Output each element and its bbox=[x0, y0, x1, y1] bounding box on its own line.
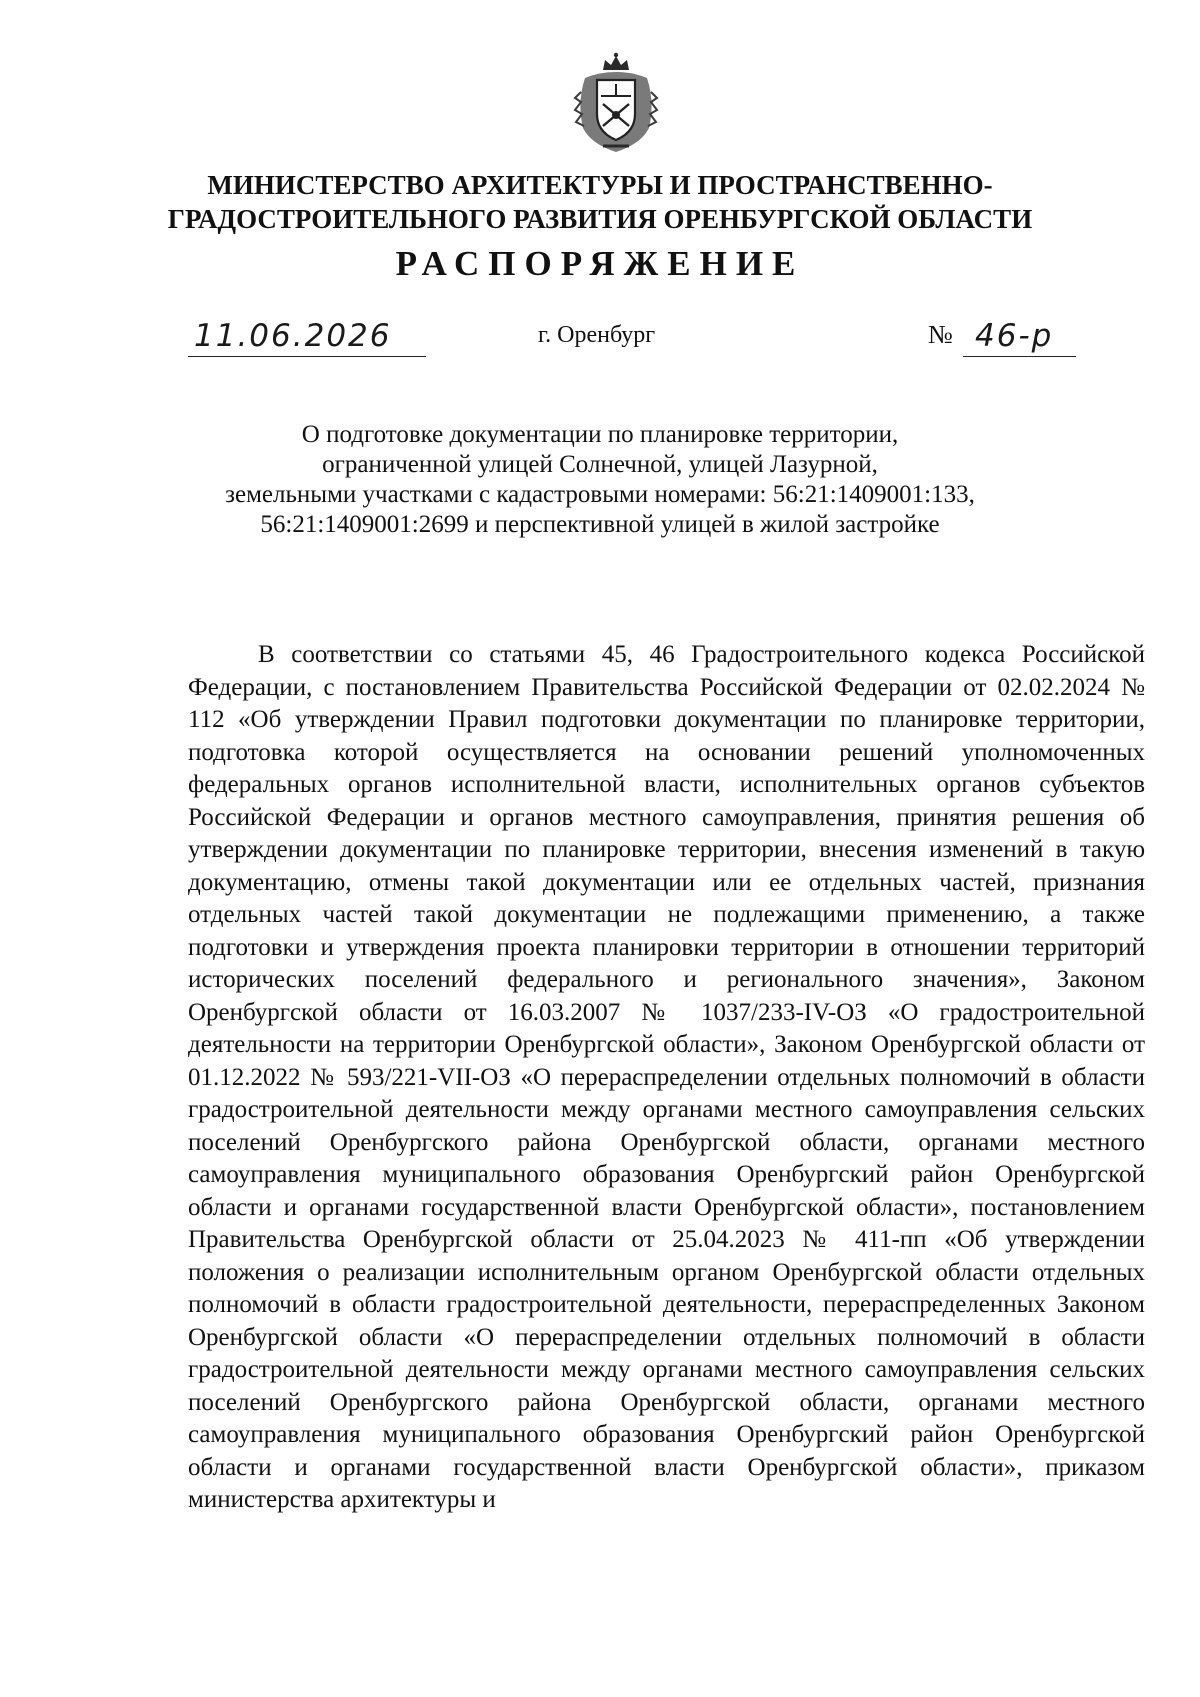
handwritten-date: 11.06.2026 bbox=[194, 318, 392, 354]
city-label: г. Оренбург bbox=[538, 322, 656, 348]
subject-line-3: земельными участками с кадастровыми номерами: 56:21:1409001:133, bbox=[225, 481, 975, 508]
subject-line-1: О подготовке документации по планировке территории, bbox=[301, 421, 899, 448]
subject-line-2: ограниченной улицей Солнечной, улицей Лазурной, bbox=[322, 451, 878, 478]
body-paragraph: В соответствии со статьями 45, 46 Градостроительного кодекса Российской Федерации, с постановлением Правительства Российской Федерации от 02.02.2024 № 112 «Об утверждении Правил подготовки документации по планировке территории, подготовка которой осуществляется на основании решений уполномоченных федеральных органов исполнительной власти, исполнительных органов субъектов Российской Федерации и органов местного самоуправления, принятия решения об утверждении документации по планировке территории, внесения изменений в такую документацию, отмены такой документации или ее отдельных частей, признания отдельных частей такой документации не подлежащими применению, а также подготовки и утверждения проекта планировки территории в отношении территорий исторических поселений федерального и регионального значения», Законом Оренбургской области от 16.03.2007 № 1037/233-IV-ОЗ «О градостроительной деятельности на территории Оренбургской области», Законом Оренбургской области от 01.12.2022 № 593/221-VII-ОЗ «О перераспределении отдельных полномочий в области градостроительной деятельности между органами местного самоуправления сельских поселений Оренбургского района Оренбургской области, органами местного самоуправления муниципального образования Оренбургский район Оренбургской области и органами государственной власти Оренбургской области», постановлением Правительства Оренбургской области от 25.04.2023 № 411-пп «Об утверждении положения о реализации исполнительным органом Оренбургской области отдельных полномочий в области градостроительной деятельности, перераспределенных Законом Оренбургской области «О перераспределении отдельных полномочий в области градостроительной деятельности между органами местного самоуправления сельских поселений Оренбургского района Оренбургской области, органами местного самоуправления муниципального образования Оренбургский район Оренбургской области и органами государственной власти Оренбургской области», приказом министерства архитектуры и bbox=[188, 641, 1145, 1513]
ministry-name bbox=[150, 168, 1050, 236]
coat-of-arms-icon bbox=[573, 52, 659, 156]
ministry-name-line-2: ГРАДОСТРОИТЕЛЬНОГО РАЗВИТИЯ ОРЕНБУРГСКОЙ ОБЛАСТИ bbox=[167, 204, 1033, 234]
document-type-title: РАСПОРЯЖЕНИЕ bbox=[395, 244, 805, 283]
document-subject bbox=[200, 420, 1000, 540]
number-label: № bbox=[928, 320, 953, 349]
ministry-name-line-1: МИНИСТЕРСТВО АРХИТЕКТУРЫ И ПРОСТРАНСТВЕННО- bbox=[207, 170, 993, 200]
number-field bbox=[963, 316, 1076, 357]
date-field bbox=[188, 316, 426, 357]
handwritten-number: 46-р bbox=[975, 318, 1054, 354]
subject-line-4: 56:21:1409001:2699 и перспективной улицей в жилой застройке bbox=[260, 511, 940, 538]
